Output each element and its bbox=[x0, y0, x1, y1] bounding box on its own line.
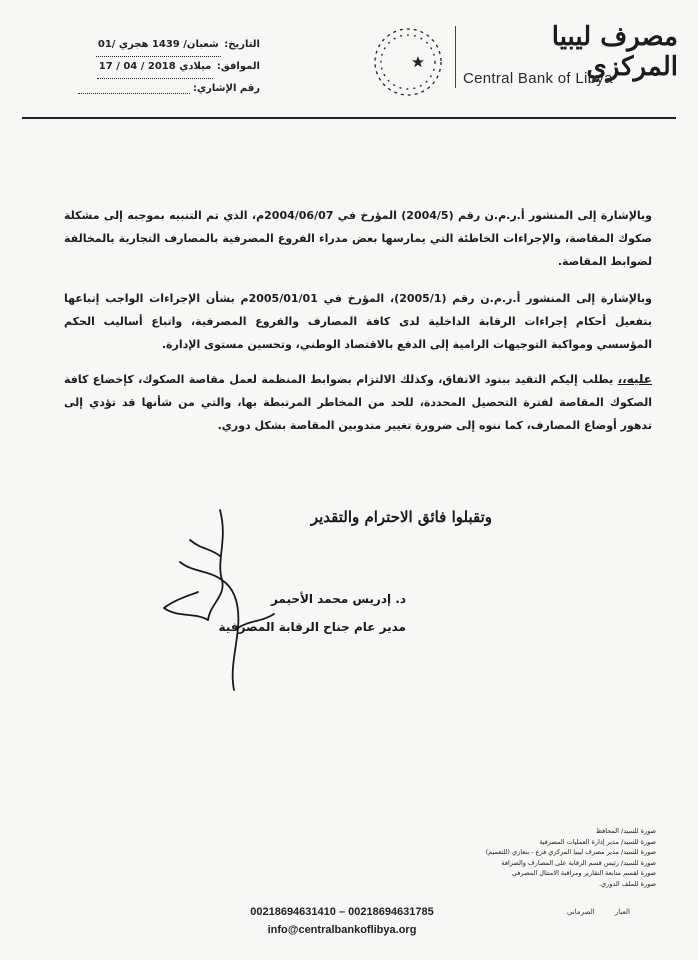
letter-body bbox=[64, 204, 652, 451]
date-gregorian-value: 17 / 04 / 2018 ميلادي bbox=[97, 56, 214, 79]
header-rule bbox=[22, 117, 676, 119]
paragraph-3-lead: عليه،، bbox=[617, 372, 652, 386]
letterhead bbox=[0, 0, 698, 118]
typist-initials bbox=[520, 908, 630, 916]
letter-meta bbox=[10, 34, 260, 100]
date-hijri bbox=[10, 34, 260, 56]
date-gregorian-label: الموافق: bbox=[216, 61, 260, 72]
signatory-title: مدير عام جناح الرقابة المصرفية bbox=[218, 620, 406, 634]
reference-label: رقم الإشاري: bbox=[192, 83, 260, 94]
contact-email[interactable]: info@centralbankoflibya.org bbox=[267, 924, 417, 936]
bank-name-english: Central Bank of Libya bbox=[463, 70, 613, 87]
paragraph-3 bbox=[64, 368, 652, 437]
paragraph-2: وبالإشارة إلى المنشور أ.ر.م.ن رقم (2005/1)، المؤرخ في 2005/01/01م بشأن الإجراءات الواجب إتباعها بتفعيل أحكام إجراءات الرقابة الداخلية لدى كافة المصارف والفروع المصرفية، واتباع أساليب الحكم المؤسسي ومواكبة التوجيهات الرامية إلى الدفع بالاقتصاد الوطني، وتحسين مستوى الإدارة. bbox=[64, 292, 652, 351]
paragraph-3-text: يطلب إليكم التقيد ببنود الاتفاق، وكذلك الالتزام بضوابط المنظمة لعمل مقاصة الصكوك، كإخضاع كافة الصكوك المقاصة لفترة التحصيل المحددة، للحد من المخاطر المرتبطة بها، والتي من شأنها قد تؤدي إلى تدهور أوضاع المصارف، كما ننوه إلى ضرورة تغيير مندوبين المقاصة بشكل دوري. bbox=[64, 373, 652, 432]
crescent-star-emblem-icon bbox=[368, 22, 448, 102]
initials-first: العبار bbox=[614, 908, 630, 916]
contact-phones: 00218694631410 – 00218694631785 bbox=[250, 906, 434, 918]
copy-item: صورة للسيد/ مدير مصرف ليبيا المركزي فرع - بنغازي (للتعميم) bbox=[485, 848, 656, 856]
reference-number bbox=[10, 78, 260, 100]
copy-item: صورة للسيد/ المحافظ bbox=[595, 827, 656, 835]
date-hijri-value: 01/ شعبان/ 1439 هجري bbox=[96, 34, 221, 57]
copy-item: صورة للملف الدوري. bbox=[599, 879, 656, 888]
initials-second: الصرماني bbox=[566, 908, 595, 916]
copy-item: صورة للسيد/ رئيس قسم الرقابة على المصارف والصرافة bbox=[501, 858, 656, 867]
closing-salutation: وتقبلوا فائق الاحترام والتقدير bbox=[310, 508, 492, 526]
copies-list bbox=[400, 826, 656, 889]
copy-item: صورة للسيد/ مدير إدارة العمليات المصرفية bbox=[539, 837, 656, 846]
reference-blank bbox=[78, 83, 190, 94]
signatory-name: د. إدريس محمد الأحيمر bbox=[270, 592, 406, 606]
copy-item: صورة لقسم متابعة التقارير ومراقبة الامتثال المصرفي bbox=[511, 869, 656, 877]
date-hijri-label: التاريخ: bbox=[224, 39, 260, 50]
paragraph-1: وبالإشارة إلى المنشور أ.ر.م.ن رقم (2004/5) المؤرخ في 2004/06/07م، الذي تم التنبيه بموجبه إلى مشكلة صكوك المقاصة، والإجراءات الخاطئة التي يمارسها بعض مدراء الفروع المصرفية بالمصارف التجارية بالمخالفة لضوابط المقاصة. bbox=[64, 209, 652, 268]
date-gregorian bbox=[10, 56, 260, 78]
header-divider bbox=[455, 26, 456, 88]
bank-name-arabic: مصرف ليبيا المركزي bbox=[551, 22, 678, 82]
